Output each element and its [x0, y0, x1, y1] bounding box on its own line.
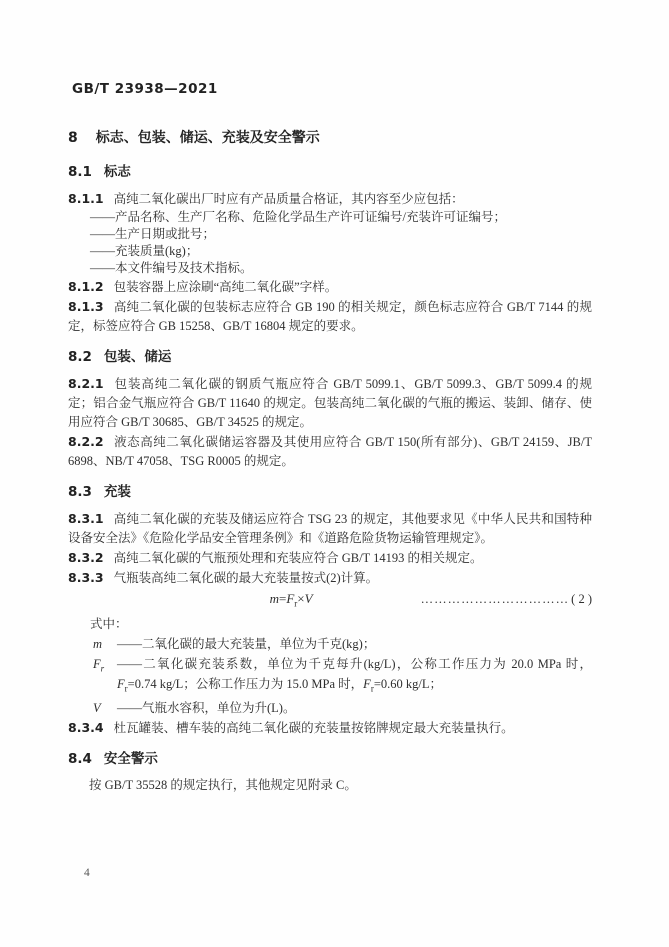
clause-text: 高纯二氧化碳出厂时应有产品质量合格证，其内容至少应包括：: [113, 192, 464, 206]
dash-item: ——本文件编号及技术指标。: [90, 261, 253, 275]
clause-8-3-2: [68, 548, 592, 568]
clause-number: 8.1.3: [68, 299, 104, 314]
section-number: 8.3: [68, 484, 92, 500]
section-8-1-heading: [68, 163, 592, 181]
equation-leader-dots: ……………………………: [420, 592, 570, 606]
section-8-4-body: 按 GB/T 35528 的规定执行，其他规定见附录 C。: [89, 778, 357, 793]
clause-text: 高纯二氧化碳的气瓶预处理和充装应符合 GB/T 14193 的相关规定。: [113, 551, 483, 565]
variable-v: V: [93, 701, 101, 716]
clause-number: 8.2.1: [68, 376, 104, 391]
clause-number: 8.3.3: [68, 570, 104, 585]
clause-text: 包装高纯二氧化碳的钢质气瓶应符合 GB/T 5099.1、GB/T 5099.3、GB/T 5099.4 的规定；铝合金气瓶应符合 GB/T 11640 的规定。包装高纯二氧化碳的气瓶的搬运、装卸、储存、使用应符合 GB/T 30685、GB/T 34525 的规定。: [68, 377, 592, 429]
dash-list: [68, 209, 592, 277]
clause-text: 气瓶装高纯二氧化碳的最大充装量按式(2)计算。: [113, 571, 379, 585]
dash-item: ——产品名称、生产厂名称、危险化学品生产许可证编号/充装许可证编号；: [90, 210, 506, 224]
section-title: 标志: [103, 164, 131, 180]
clause-number: 8.1.2: [68, 279, 104, 294]
clause-text: 包装容器上应涂刷“高纯二氧化碳”字样。: [113, 280, 338, 294]
section-number: 8.1: [68, 164, 92, 180]
section-number: 8.4: [68, 751, 92, 768]
dash-item: ——充装质量(kg)；: [90, 244, 199, 258]
clause-8-1-2: [68, 277, 592, 297]
definition-text: ——二氧化碳的最大充装量，单位为千克(kg)；: [117, 636, 376, 651]
section-8-4-heading: [68, 750, 592, 768]
clause-8-3-1: [68, 509, 592, 548]
clause-number: 8.1.1: [68, 191, 104, 206]
definition-fr: [68, 654, 592, 699]
section-title: 安全警示: [103, 751, 158, 768]
clause-8-2-1: [68, 374, 592, 432]
section-title: 充装: [103, 484, 131, 500]
clause-number: 8.3.2: [68, 550, 104, 565]
section-title: 包装、储运: [103, 349, 172, 365]
equation-number: ( 2 ): [571, 592, 592, 606]
section-number: 8.2: [68, 349, 92, 365]
clause-number: 8.3.1: [68, 511, 104, 526]
doc-number: GB/T 23938—2021: [72, 81, 218, 97]
dash-item: ——生产日期或批号；: [90, 227, 216, 241]
section-8-2-heading: [68, 348, 592, 366]
chapter-title: 标志、包装、储运、充装及安全警示: [95, 130, 320, 146]
section-8-3-heading: [68, 483, 592, 501]
clause-text: 高纯二氧化碳的充装及储运应符合 TSG 23 的规定，其他要求见《中华人民共和国特种设备安全法》《危险化学品安全管理条例》和《道路危险货物运输管理规定》。: [68, 512, 592, 545]
clause-8-3-3: [68, 568, 592, 588]
clause-8-1-3: [68, 297, 592, 336]
clause-8-3-4: [68, 718, 592, 738]
formula-max-filling: $m=F_r\times V$: [269, 591, 313, 609]
clause-8-1-1: [68, 189, 592, 209]
variable-fr: $F_r$: [93, 656, 105, 674]
clause-text: 杜瓦罐装、槽车装的高纯二氧化碳的充装量按铭牌规定最大充装量执行。: [113, 721, 514, 736]
definition-v: [68, 698, 592, 718]
clause-number: 8.3.4: [68, 720, 104, 736]
definition-text: ——二氧化碳充装系数，单位为千克每升(kg/L)，公称工作压力为 20.0 MPa 时，$F_r=0.74$ kg/L；公称工作压力为 15.0 MPa 时，$F_r=0.60$ kg/L；: [117, 656, 592, 694]
clause-text: 高纯二氧化碳的包装标志应符合 GB 190 的相关规定，颜色标志应符合 GB/T 7144 的规定，标签应符合 GB 15258、GB/T 16804 规定的要求。: [68, 300, 592, 333]
definition-text: ——气瓶水容积，单位为升(L)。: [117, 701, 296, 716]
definition-m: [68, 634, 592, 654]
chapter-number: 8: [68, 130, 78, 146]
where-label: 式中：: [90, 616, 128, 631]
page-number: 4: [84, 867, 90, 879]
clause-text: 液态高纯二氧化碳储运容器及其使用应符合 GB/T 150(所有部分)、GB/T 24159、JB/T 6898、NB/T 47058、TSG R0005 的规定。: [68, 435, 592, 468]
clause-number: 8.2.2: [68, 434, 104, 449]
variable-m: m: [93, 636, 103, 651]
page-content: [68, 130, 592, 795]
clause-8-2-2: [68, 432, 592, 471]
equation-2: [68, 589, 592, 614]
chapter-8-heading: [68, 130, 592, 147]
